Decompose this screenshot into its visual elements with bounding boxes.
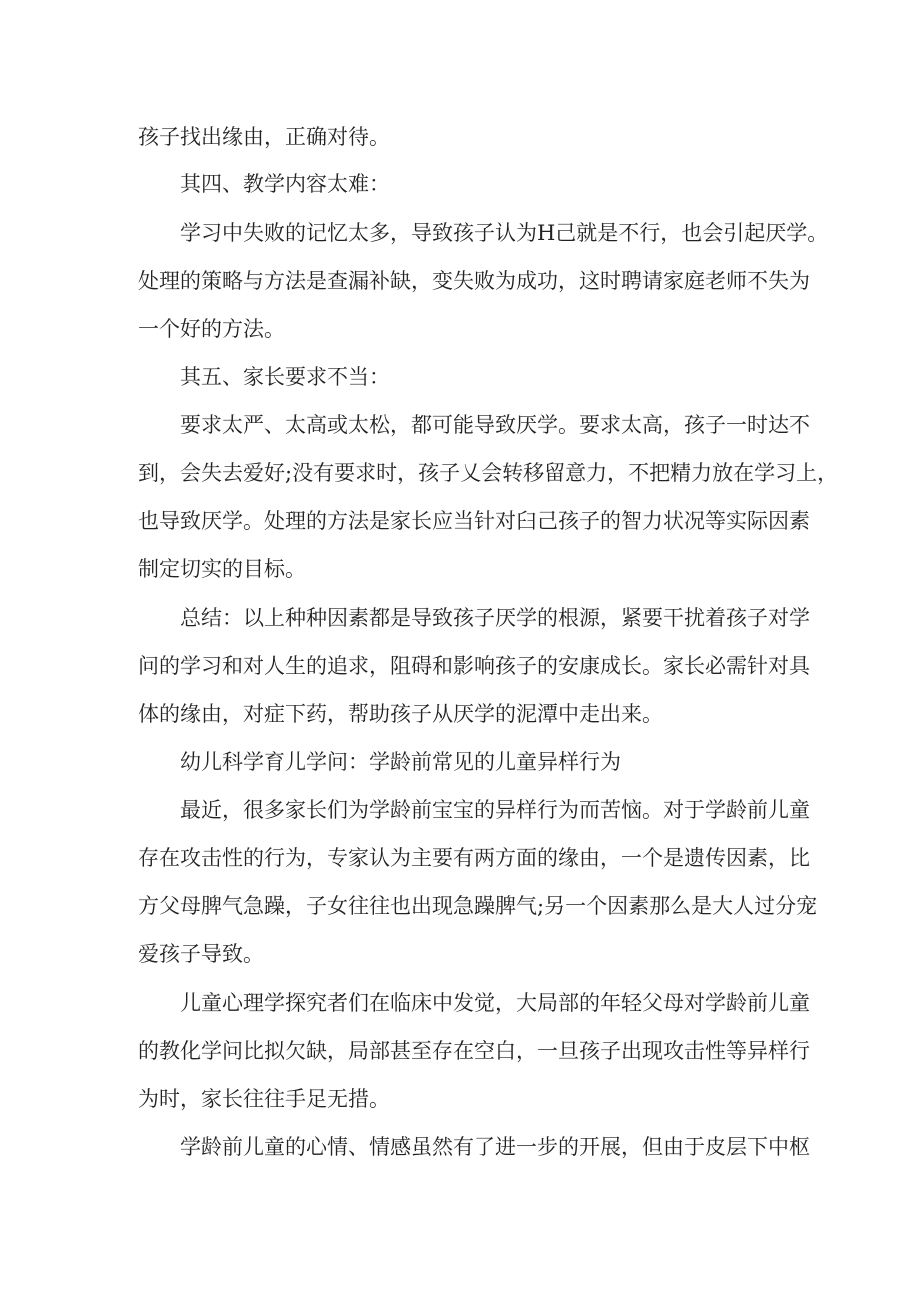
text-line: 爱孩子导致。	[138, 942, 264, 966]
text-line: 一个好的方法。	[138, 317, 285, 341]
text-line: 为时，家长往往手足无措。	[138, 1087, 390, 1111]
text-line: 儿童心理学探究者们在临床中发觉，大局部的年轻父母对学龄前儿童	[180, 991, 810, 1015]
text-line: 体的缘由，对症下药，帮助孩子从厌学的泥潭中走出来。	[138, 702, 663, 726]
text-line: 总结：以上种种因素都是导致孩子厌学的根源，紧要干扰着孩子对学	[180, 606, 810, 630]
section-heading: 其五、家长要求不当：	[180, 365, 390, 389]
text-line: 学龄前儿童的心情、情感虽然有了进一步的开展，但由于皮层下中枢	[180, 1135, 810, 1159]
text-line: 孩子找出缘由，正确对待。	[138, 125, 390, 149]
text-line: 处理的策略与方法是查漏补缺，变失败为成功，这时聘请家庭老师不失为	[138, 269, 810, 293]
text-line: 也导致厌学。处理的方法是家长应当针对臼己孩子的智力状况等实际因素	[138, 509, 810, 533]
section-heading: 其四、教学内容太难：	[180, 172, 390, 196]
text-line: 到，会失去爱好;没有要求时，孩子乂会转移留意力，不把精力放在学习上，	[138, 461, 839, 485]
text-line: 要求太严、太高或太松，都可能导致厌学。要求太高，孩子一时达不	[180, 413, 810, 437]
text-line: 问的学习和对人生的追求，阻碍和影响孩子的安康成长。家长必需针对具	[138, 654, 810, 678]
text-line: 最近，很多家长们为学龄前宝宝的异样行为而苦恼。对于学龄前儿童	[180, 798, 810, 822]
text-line: 的教化学问比拟欠缺，局部甚至存在空白，一旦孩子出现攻击性等异样行	[138, 1039, 810, 1063]
text-line: 方父母脾气急躁，子女往往也出现急躁脾气;另一个因素那么是大人过分宠	[138, 894, 818, 918]
text-line: 存在攻击性的行为，专家认为主要有两方面的缘由，一个是遗传因素，比	[138, 846, 810, 870]
text-line: 制定切实的目标。	[138, 557, 306, 581]
text-line: 学习中失败的记忆太多，导致孩子认为H己就是不行，也会引起厌学。	[180, 221, 829, 245]
section-heading: 幼儿科学育儿学问：学龄前常见的儿童异样行为	[180, 750, 621, 774]
